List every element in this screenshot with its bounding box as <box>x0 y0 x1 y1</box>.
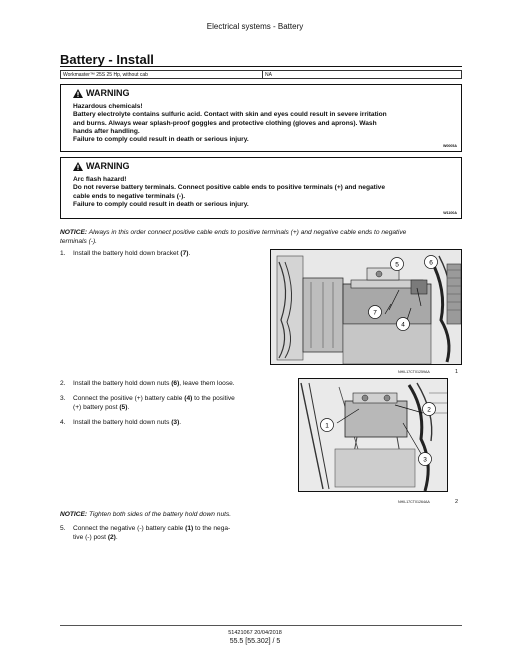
page-title: Battery - Install <box>60 52 154 67</box>
step-2 <box>60 380 235 389</box>
warning-heading-text: WARNING <box>86 161 130 171</box>
figure-2-image <box>298 378 448 492</box>
figure-1-callout: 5 <box>395 261 399 269</box>
figure-2-callout: 3 <box>423 456 427 464</box>
footer-document-id: 51421067 20/04/2018 <box>228 630 282 636</box>
step-number: 1. <box>60 250 66 257</box>
step-number: 5. <box>60 525 66 532</box>
notice-connection-order <box>60 229 466 246</box>
warning-line: Failure to comply could result in death or serious injury. <box>73 136 249 144</box>
applicability-value: NA <box>265 72 272 78</box>
warning-line: Battery electrolyte contains sulfuric acid. Contact with skin and eyes could result in severe irritation <box>73 111 387 119</box>
footer-page-number: 55.5 [55.302] / 5 <box>229 638 281 645</box>
figure-1-callout: 4 <box>401 321 405 329</box>
step-text: Install the battery hold down nuts (3). <box>73 419 182 426</box>
warning-line: Failure to comply could result in death or serious injury. <box>73 200 249 208</box>
warning-box-chemicals <box>60 84 462 152</box>
step-text: Connect the positive (+) battery cable (4) to the positive (+) battery post (5). <box>73 395 235 411</box>
warning-line: Hazardous chemicals! <box>73 103 143 110</box>
notice-text: Always in this order connect positive cable ends to positive terminals (+) and negative cable ends to negative <box>87 229 407 236</box>
step-4 <box>60 419 181 428</box>
step-text: Install the battery hold down bracket (7). <box>73 250 191 257</box>
step-text: Install the battery hold down nuts (6), leave them loose. <box>73 380 235 387</box>
warning-code: W1100A <box>443 211 457 215</box>
title-rule <box>60 66 462 67</box>
warning-heading <box>73 88 451 98</box>
warning-line: cable ends to negative terminals (-). <box>73 192 186 200</box>
figure-1-callout: 6 <box>429 259 433 267</box>
step-number: 3. <box>60 395 66 402</box>
warning-line: Arc flash hazard! <box>73 176 127 183</box>
notice-label: NOTICE: <box>60 511 88 518</box>
notice-text: terminals (-). <box>60 237 97 245</box>
running-header: Electrical systems - Battery <box>206 22 304 31</box>
notice-label: NOTICE: <box>60 229 88 236</box>
figure-1-callout: 7 <box>373 309 377 317</box>
notice-tighten <box>60 511 466 520</box>
warning-code: W0005A <box>443 144 457 148</box>
figure-1-image <box>270 249 462 365</box>
figure-1-code: NHIL17CT01259AA <box>398 370 430 374</box>
step-3 <box>60 395 235 412</box>
warning-triangle-icon <box>73 89 83 98</box>
warning-heading <box>73 161 451 171</box>
warning-line: and burns. Always wear splash-proof goggles and protective clothing (gloves and aprons). Wash <box>73 119 377 127</box>
warning-line: hands after handling. <box>73 127 140 135</box>
figure-2-callout: 1 <box>325 422 329 430</box>
step-text: Connect the negative (-) battery cable (1) to the nega- tive (-) post (2). <box>73 525 231 541</box>
figure-2-callout: 2 <box>427 406 431 414</box>
warning-box-arc-flash <box>60 157 462 219</box>
footer-rule <box>60 625 462 626</box>
applicability-model: Workmaster™ 25S 25 Hp, without cab <box>61 71 263 78</box>
figure-1-number: 1 <box>455 369 459 375</box>
step-5 <box>60 525 230 542</box>
notice-text: Tighten both sides of the battery hold down nuts. <box>87 511 232 518</box>
warning-triangle-icon <box>73 162 83 171</box>
step-number: 2. <box>60 380 66 387</box>
figure-2-number: 2 <box>455 499 459 505</box>
warning-line: Do not reverse battery terminals. Connect positive cable ends to positive terminals (+) and negative <box>73 184 386 192</box>
warning-heading-text: WARNING <box>86 88 130 98</box>
step-1 <box>60 250 190 259</box>
step-number: 4. <box>60 419 66 426</box>
applicability-table <box>60 70 462 79</box>
figure-2-code: NHIL17CT01264AA <box>398 500 430 504</box>
